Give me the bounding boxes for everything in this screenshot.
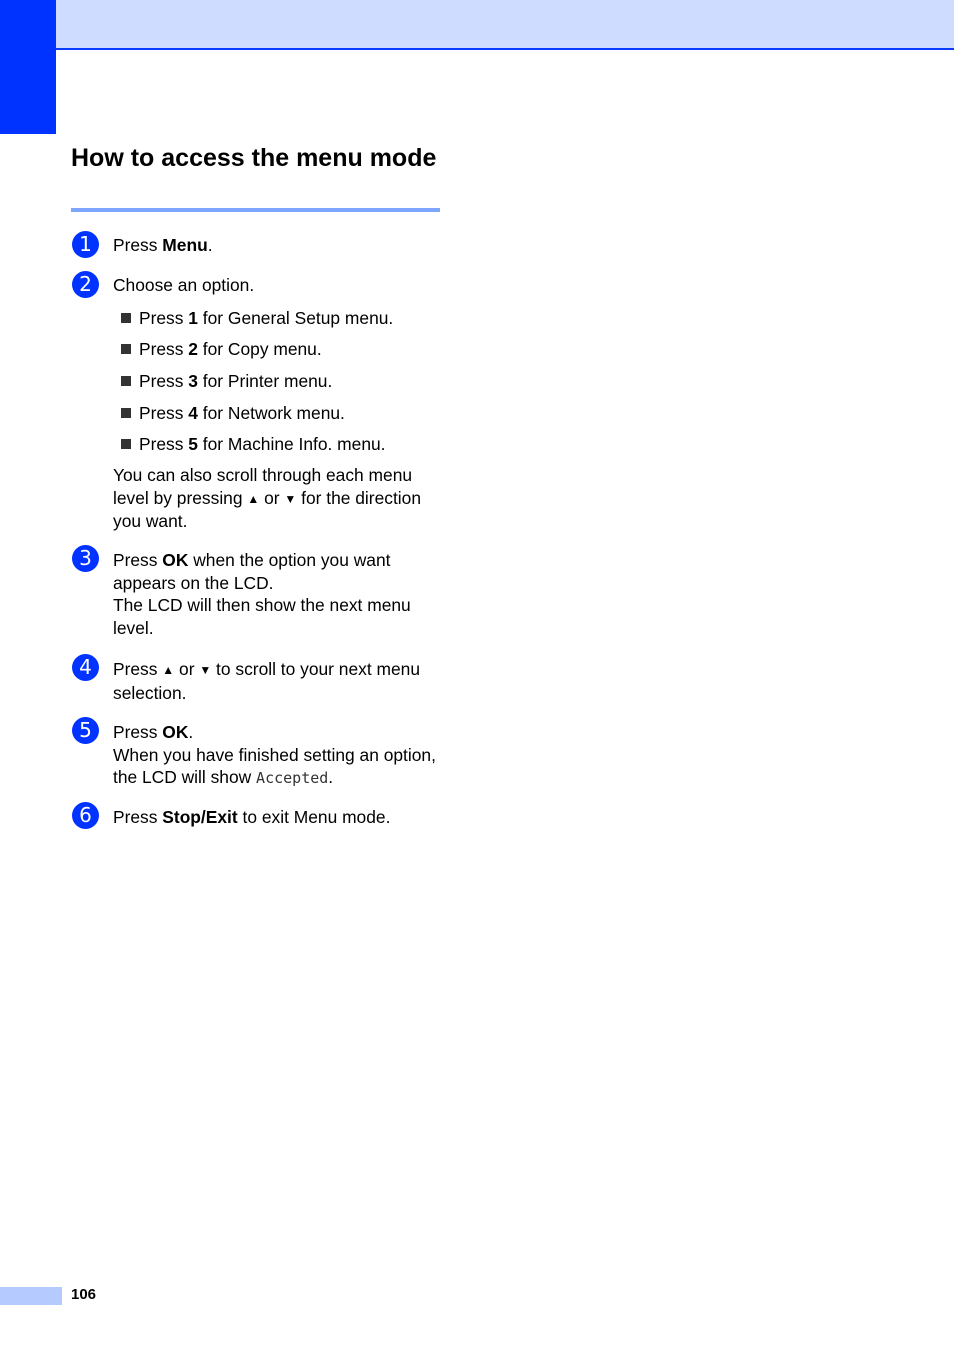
option-4-post: for Network menu.	[197, 403, 345, 423]
step-3-post: when the option you want appears on the LCD.	[113, 550, 391, 593]
option-5-post: for Machine Info. menu.	[197, 434, 386, 454]
step-1-post: .	[207, 235, 213, 255]
option-4-key: 4	[188, 403, 198, 423]
option-1-post: for General Setup menu.	[197, 308, 394, 328]
option-2-pre: Press	[139, 339, 189, 359]
step-5-post: .	[188, 722, 194, 742]
option-2-key: 2	[188, 339, 198, 359]
step-number-3: 3	[72, 545, 99, 572]
bullet-square-icon	[121, 313, 131, 323]
step-6-pre: Press	[113, 807, 163, 827]
up-arrow-icon: ▲	[162, 663, 175, 677]
option-3-post: for Printer menu.	[197, 371, 333, 391]
scroll-note	[113, 464, 443, 533]
step-1-pre: Press	[113, 235, 163, 255]
option-2-post: for Copy menu.	[197, 339, 322, 359]
option-5-key: 5	[188, 434, 198, 454]
step-number-4: 4	[72, 654, 99, 681]
scroll-note-or: or	[259, 487, 285, 508]
lcd-message: Accepted	[256, 769, 329, 787]
scroll-note-post: for the direction you want.	[113, 487, 421, 531]
option-3-pre: Press	[139, 371, 189, 391]
option-item-1	[121, 307, 451, 329]
option-1-key: 1	[188, 308, 198, 328]
step-5-key: OK	[162, 722, 189, 742]
step-number-5: 5	[72, 717, 99, 744]
bullet-square-icon	[121, 439, 131, 449]
step-6-post: to exit Menu mode.	[237, 807, 391, 827]
step-number-6: 6	[72, 802, 99, 829]
scroll-note-pre: You can also scroll through each menu level by pressing	[113, 465, 413, 508]
step-4-post: to scroll to your next menu selection.	[113, 659, 420, 703]
option-item-4	[121, 402, 451, 424]
step-1-key: Menu	[162, 235, 208, 255]
step-3-line2: The LCD will then show the next menu level.	[113, 595, 411, 638]
step-4-or: or	[174, 659, 200, 679]
step-4-pre: Press	[113, 659, 163, 679]
option-item-3	[121, 370, 451, 392]
down-arrow-icon: ▼	[199, 663, 212, 677]
header-band	[56, 0, 954, 50]
step-6-key: Stop/Exit	[162, 807, 238, 827]
option-1-pre: Press	[139, 308, 189, 328]
section-title: How to access the menu mode	[71, 144, 437, 172]
step-5-text	[113, 721, 443, 790]
step-1-text	[113, 234, 443, 257]
step-3-text	[113, 549, 443, 639]
step-5-line2: When you have finished setting an option, the LCD will show	[113, 744, 436, 787]
bullet-square-icon	[121, 376, 131, 386]
title-underline	[71, 208, 440, 212]
step-number-1: 1	[72, 231, 99, 258]
up-arrow-icon: ▲	[247, 491, 260, 506]
down-arrow-icon: ▼	[284, 491, 297, 506]
bullet-square-icon	[121, 344, 131, 354]
option-item-5	[121, 433, 451, 455]
step-number-2: 2	[72, 271, 99, 298]
option-5-pre: Press	[139, 434, 189, 454]
footer-band	[0, 1287, 62, 1305]
page-number: 106	[71, 1286, 97, 1303]
option-4-pre: Press	[139, 403, 189, 423]
option-item-2	[121, 338, 451, 360]
step-5-end: .	[328, 767, 334, 787]
step-3-pre: Press	[113, 550, 163, 570]
option-3-key: 3	[188, 371, 198, 391]
chapter-tab	[0, 0, 56, 134]
step-3-key: OK	[162, 550, 189, 570]
bullet-square-icon	[121, 408, 131, 418]
step-6-text	[113, 806, 443, 829]
step-4-text	[113, 658, 443, 704]
step-2-text: Choose an option.	[113, 275, 255, 295]
step-5-pre: Press	[113, 722, 163, 742]
